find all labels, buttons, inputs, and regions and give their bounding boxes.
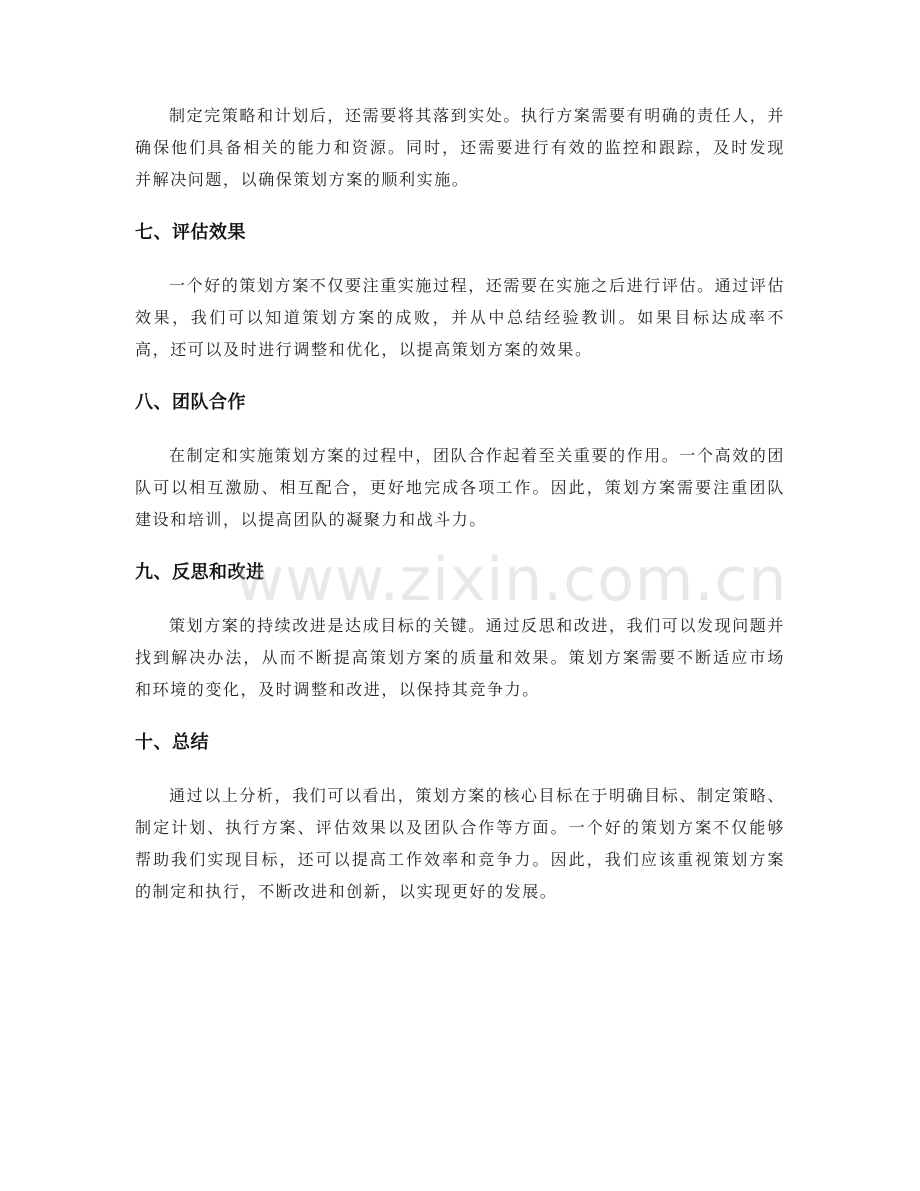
section-paragraph-evaluate: 一个好的策划方案不仅要注重实施过程，还需要在实施之后进行评估。通过评估效果，我们可以知道策划方案的成败，并从中总结经验教训。如果目标达成率不高，还可以及时进行调整和优化，以提高策划方案的效果。 xyxy=(135,276,786,359)
document-body xyxy=(135,100,788,908)
section-paragraph-summary: 通过以上分析，我们可以看出，策划方案的核心目标在于明确目标、制定策略、制定计划、执行方案、评估效果以及团队合作等方面。一个好的策划方案不仅能够帮助我们实现目标，还可以提高工作效率和竞争力。因此，我们应该重视策划方案的制定和执行，不断改进和创新，以实现更好的发展。 xyxy=(135,786,786,901)
section-heading-summary: 十、总结 xyxy=(135,732,209,753)
section-paragraph-teamwork: 在制定和实施策划方案的过程中，团队合作起着至关重要的作用。一个高效的团队可以相互激励、相互配合，更好地完成各项工作。因此，策划方案需要注重团队建设和培训，以提高团队的凝聚力和战斗力。 xyxy=(135,446,786,529)
section-paragraph-reflection: 策划方案的持续改进是达成目标的关键。通过反思和改进，我们可以发现问题并找到解决办法，从而不断提高策划方案的质量和效果。策划方案需要不断适应市场和环境的变化，及时调整和改进，以保持其竞争力。 xyxy=(135,616,786,699)
intro-paragraph: 制定完策略和计划后，还需要将其落到实处。执行方案需要有明确的责任人，并确保他们具备相关的能力和资源。同时，还需要进行有效的监控和跟踪，及时发现并解决问题，以确保策划方案的顺利实施。 xyxy=(135,106,786,189)
watermark-text: www.zixin.com.cn xyxy=(235,545,788,615)
section-heading-teamwork: 八、团队合作 xyxy=(135,392,246,413)
section-heading-evaluate: 七、评估效果 xyxy=(135,222,246,243)
section-heading-reflection: 九、反思和改进 xyxy=(135,562,265,583)
